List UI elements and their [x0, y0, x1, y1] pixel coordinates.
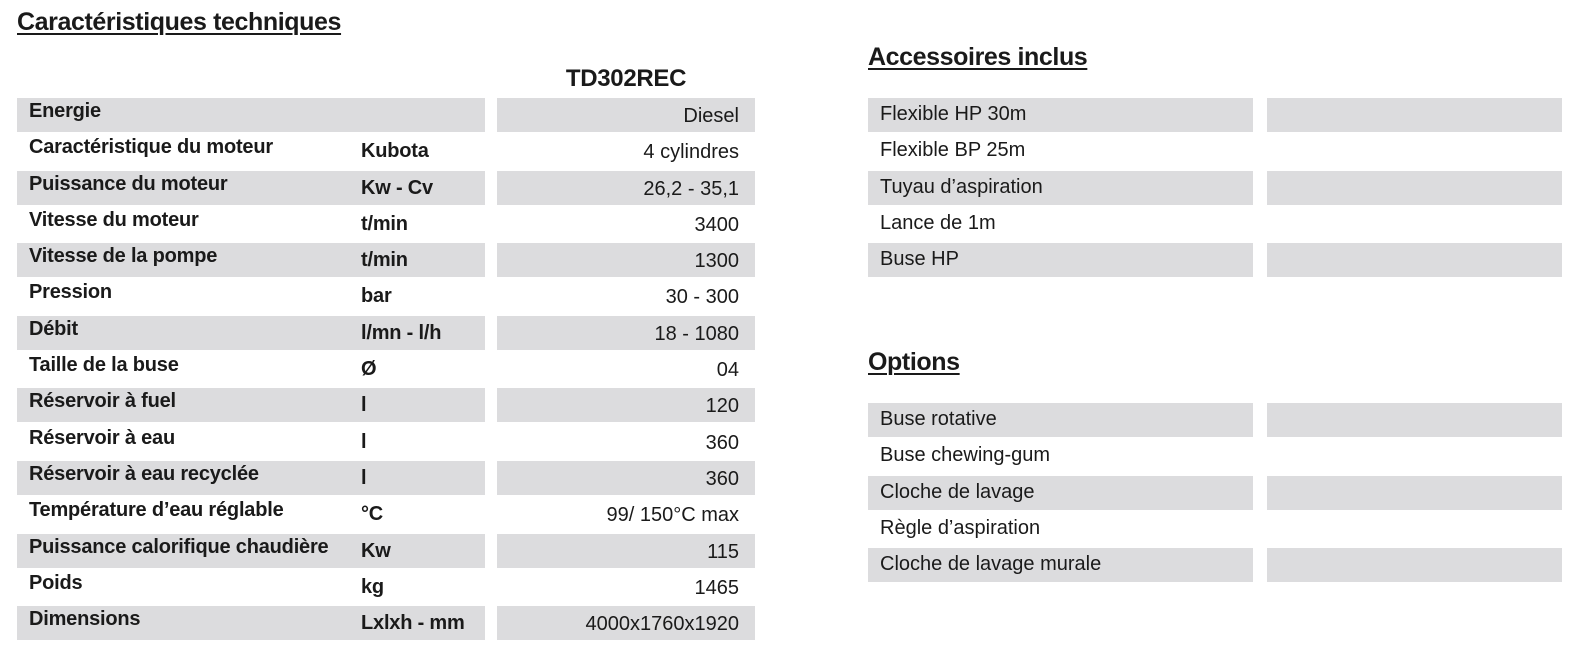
spec-row [17, 533, 757, 569]
spec-label: Température d’eau réglable [29, 499, 284, 522]
spec-label: Réservoir à fuel [29, 390, 176, 413]
spec-unit: Lxlxh - mm [361, 612, 465, 635]
spec-value: 1465 [694, 576, 739, 599]
option-item [868, 511, 1562, 547]
spec-value: 26,2 - 35,1 [643, 177, 739, 200]
spec-value: 18 - 1080 [654, 322, 739, 345]
option-item [868, 475, 1562, 511]
spec-unit: t/min [361, 249, 408, 272]
spec-row [17, 424, 757, 460]
options-list [868, 402, 1562, 583]
row-shading [1267, 243, 1562, 277]
accessories-title: Accessoires inclus [868, 43, 1088, 71]
spec-table [17, 97, 757, 641]
spec-value: 120 [705, 395, 739, 418]
options-title: Options [868, 348, 960, 376]
spec-unit: Ø [361, 358, 377, 381]
spec-label: Réservoir à eau [29, 426, 175, 449]
spec-row [17, 387, 757, 423]
spec-unit: Kubota [361, 140, 429, 163]
model-name: TD302REC [565, 65, 687, 92]
option-item-label: Buse rotative [880, 408, 997, 430]
spec-value: 360 [705, 467, 739, 490]
spec-row [17, 242, 757, 278]
spec-unit: bar [361, 285, 392, 308]
accessory-item [868, 170, 1562, 206]
option-item [868, 402, 1562, 438]
spec-row [17, 460, 757, 496]
spec-value: 4 cylindres [643, 141, 739, 164]
option-item-label: Règle d’aspiration [880, 516, 1041, 539]
spec-row [17, 133, 757, 169]
accessory-item-label: Flexible HP 30m [880, 103, 1027, 125]
spec-unit: Kw - Cv [361, 176, 433, 199]
spec-value: 4000x1760x1920 [585, 613, 739, 636]
accessory-item [868, 133, 1562, 169]
spec-unit: l/mn - l/h [361, 321, 442, 344]
spec-label: Dimensions [29, 608, 141, 631]
spec-value: 04 [716, 359, 739, 382]
spec-label: Energie [29, 100, 101, 122]
spec-label: Réservoir à eau recyclée [29, 462, 259, 485]
spec-value: 99/ 150°C max [606, 504, 739, 527]
spec-value: 360 [705, 431, 739, 454]
spec-row [17, 97, 757, 133]
spec-row [17, 170, 757, 206]
option-item [868, 438, 1562, 474]
page-title: Caractéristiques techniques [17, 8, 342, 36]
spec-unit: t/min [361, 212, 408, 235]
spec-unit: l [361, 430, 367, 453]
accessories-list [868, 97, 1562, 278]
option-item [868, 547, 1562, 583]
spec-unit: Kw [361, 539, 391, 562]
spec-value: 30 - 300 [665, 286, 739, 309]
row-shading [1267, 476, 1562, 510]
spec-row [17, 496, 757, 532]
spec-label: Débit [29, 317, 79, 340]
spec-unit: l [361, 394, 367, 417]
accessory-item [868, 97, 1562, 133]
spec-row [17, 206, 757, 242]
accessory-item-label: Buse HP [880, 248, 959, 271]
spec-label: Caractéristique du moteur [29, 136, 273, 159]
spec-row [17, 278, 757, 314]
row-shading [1267, 548, 1562, 582]
option-item-label: Cloche de lavage murale [880, 553, 1102, 576]
spec-unit: °C [361, 503, 384, 526]
spec-label: Vitesse de la pompe [29, 245, 218, 268]
spec-label: Pression [29, 281, 112, 304]
spec-row [17, 569, 757, 605]
accessory-item [868, 242, 1562, 278]
spec-label: Taille de la buse [29, 354, 179, 377]
spec-label: Puissance du moteur [29, 172, 228, 195]
spec-label: Puissance calorifique chaudière [29, 535, 329, 558]
option-item-label: Buse chewing-gum [880, 444, 1051, 467]
accessory-item-label: Tuyau d’aspiration [880, 175, 1043, 198]
accessory-item-label: Lance de 1m [880, 211, 996, 234]
accessory-item-label: Flexible BP 25m [880, 139, 1026, 162]
spec-value: Diesel [683, 105, 739, 127]
spec-row [17, 351, 757, 387]
spec-value: 3400 [694, 213, 739, 236]
spec-value: 115 [707, 540, 739, 563]
accessory-item [868, 206, 1562, 242]
spec-label: Poids [29, 571, 83, 594]
row-shading [1267, 171, 1562, 205]
row-shading [1267, 403, 1562, 437]
spec-label: Vitesse du moteur [29, 208, 199, 231]
spec-unit: l [361, 466, 367, 489]
option-item-label: Cloche de lavage [880, 480, 1035, 503]
spec-row [17, 605, 757, 641]
spec-value: 1300 [694, 250, 739, 273]
spec-unit: kg [361, 575, 384, 598]
spec-row [17, 315, 757, 351]
row-shading [1267, 98, 1562, 132]
